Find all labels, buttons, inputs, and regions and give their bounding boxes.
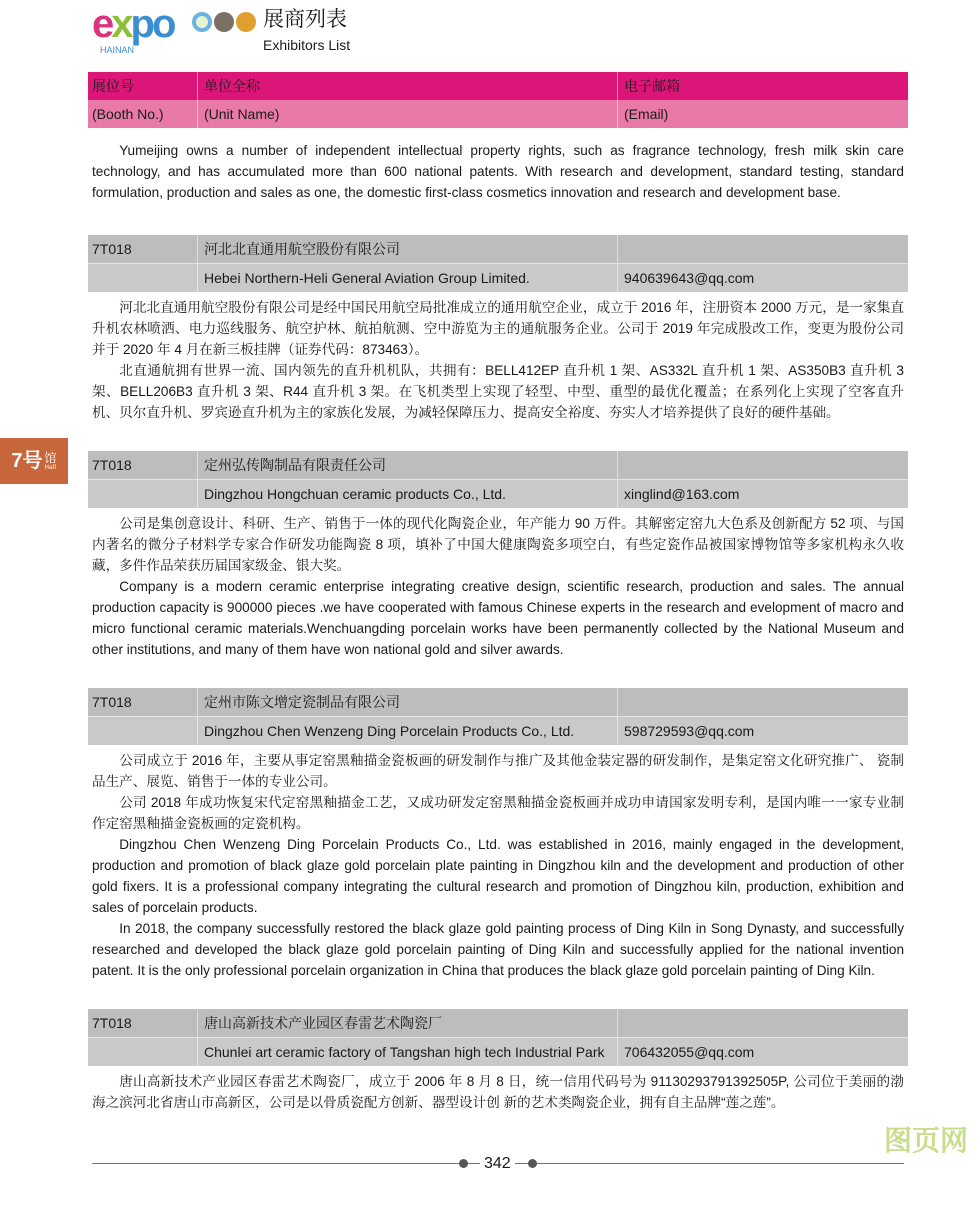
company-name-en: Dingzhou Hongchuan ceramic products Co., Ltd.: [197, 480, 617, 508]
company-email[interactable]: 706432055@qq.com: [617, 1038, 908, 1066]
booth-number: 7T018: [92, 694, 132, 710]
company-name-cn: 定州市陈文增定瓷制品有限公司: [197, 688, 617, 716]
exhibitor-row: [88, 451, 908, 508]
logo-subtitle: HAINAN: [100, 45, 135, 55]
company-description: 公司成立于 2016 年，主要从事定窑黑釉描金瓷板画的研发制作与推广及其他金装定器的研发制作，是集定窑文化研究推广、 瓷制品生产、展览、销售于一体的专业公司。 公司 2018 年成功恢复宋代定窑黑釉描金工艺，又成功研发定窑黑釉描金瓷板画并成功申请国家发明专利，是国内唯一一家专业制作定窑黑釉描金瓷板画的定瓷机构。 Dingzhou Chen Wenzeng Ding Porcelain Products Co., Ltd. was established in 2016, mainly engaged in the development, production and promotion of black glaze gold porcelain plate painting in Dingzhou kiln and the development and production of other gold fixers. It is a professional company integrating the cultural research and promotion of Dingzhou kiln, production, exhibition and sales of porcelain products. In 2018, the company successfully restored the black glaze gold painting process of Ding Kiln in Song Dynasty, and successfully researched and developed the black glaze gold porcelain painting of Ding Kiln and successfully applied for the national invention patent. It is the only professional porcelain organization in China that produces the black glaze gold porcelain painting of Ding Kiln.: [92, 753, 904, 978]
company-name-en: Chunlei art ceramic factory of Tangshan high tech Industrial Park: [197, 1038, 617, 1066]
exhibitor-list: [88, 0, 968, 1183]
booth-header-en: (Booth No.): [92, 106, 164, 122]
email-header-cn: 电子邮箱: [617, 72, 908, 100]
watermark: 图页网: [883, 1124, 968, 1157]
column-header: [88, 72, 908, 128]
page-number: 342: [480, 1154, 515, 1174]
company-name-en: Dingzhou Chen Wenzeng Ding Porcelain Products Co., Ltd.: [197, 717, 617, 745]
booth-number: 7T018: [92, 241, 132, 257]
name-header-cn: 单位全称: [197, 72, 617, 100]
booth-number: 7T018: [92, 457, 132, 473]
page-footer: [88, 1124, 968, 1183]
company-email[interactable]: 598729593@qq.com: [617, 717, 908, 745]
email-header-en: (Email): [617, 100, 908, 128]
booth-header-cn: 展位号: [92, 78, 134, 94]
exhibitor-row: [88, 235, 908, 292]
company-name-en: Hebei Northern-Heli General Aviation Group Limited.: [197, 264, 617, 292]
page-title-cn: 展商列表: [263, 7, 347, 31]
footer-dot: [459, 1159, 468, 1168]
expo-hainan-logo: expo HAINAN: [92, 4, 252, 60]
company-email[interactable]: xinglind@163.com: [617, 480, 908, 508]
page-title-en: Exhibitors List: [263, 37, 351, 53]
company-description: 唐山高新技术产业园区春雷艺术陶瓷厂，成立于 2006 年 8 月 8 日，统一信用代码号为 91130293791392505P, 公司位于美丽的渤海之滨河北省唐山市高新区，公司是以骨质瓷配方创新、器型设计创 新的艺术类陶瓷企业，拥有自主品牌“莲之莲”。: [92, 1074, 904, 1110]
company-description: 公司是集创意设计、科研、生产、销售于一体的现代化陶瓷企业，年产能力 90 万件。其解密定窑九大色系及创新配方 52 项、与国内著名的微分子材料学专家合作研发功能陶瓷 8 项，填补了中国大健康陶瓷多项空白，有些定瓷作品被国家博物馆等多家机构永久收藏，多件作品荣获历届国家级金、银大奖。 Company is a modern ceramic enterprise integrating creative design, scientific research, production and sales. The annual production capacity is 900000 pieces .we have cooperated with famous Chinese experts in the research and evelopment of macro and micro functional ceramic materials.Wenchuangding porcelain works have been permanently collected by the National Museum and other institutions, and many of them have won national gold and silver awards.: [92, 516, 904, 657]
company-description: 河北北直通用航空股份有限公司是经中国民用航空局批准成立的通用航空企业，成立于 2016 年，注册资本 2000 万元，是一家集直升机农林喷洒、电力巡线服务、航空护林、航拍航测、空中游览为主的通航服务企业。公司于 2019 年完成股改工作，变更为股份公司并于 2020 年 4 月在新三板挂牌（证券代码：873463）。 北直通航拥有世界一流、国内领先的直升机机队，共拥有：BELL412EP 直升机 1 架、AS332L 直升机 1 架、AS350B3 直升机 3 架、BELL206B3 直升机 3 架、R44 直升机 3 架。在飞机类型上实现了轻型、中型、重型的最优化覆盖；在系列化上实现了空客直升机、贝尔直升机、罗宾逊直升机为主的家族化发展，为减轻保障压力、提高安全裕度、夯实人才培养提供了良好的硬件基础。: [92, 300, 904, 420]
exhibitor-row: [88, 1009, 908, 1066]
company-email[interactable]: 940639643@qq.com: [617, 264, 908, 292]
company-name-cn: 唐山高新技术产业园区春雷艺术陶瓷厂: [197, 1009, 617, 1037]
intro-text: Yumeijing owns a number of independent intellectual property rights, such as fragrance technology, fresh milk skin care technology, and has accumulated more than 600 national patents. With research and development, standard testing, standard formulation, production and sales as one, the domestic first-class cosmetics innovation and research and development base.: [92, 143, 904, 200]
name-header-en: (Unit Name): [197, 100, 617, 128]
footer-dot: [528, 1159, 537, 1168]
company-name-cn: 河北北直通用航空股份有限公司: [197, 235, 617, 263]
hall-7-tab[interactable]: 7号 馆 Hall: [0, 438, 68, 484]
company-name-cn: 定州弘传陶制品有限责任公司: [197, 451, 617, 479]
booth-number: 7T018: [92, 1015, 132, 1031]
exhibitor-row: [88, 688, 908, 745]
